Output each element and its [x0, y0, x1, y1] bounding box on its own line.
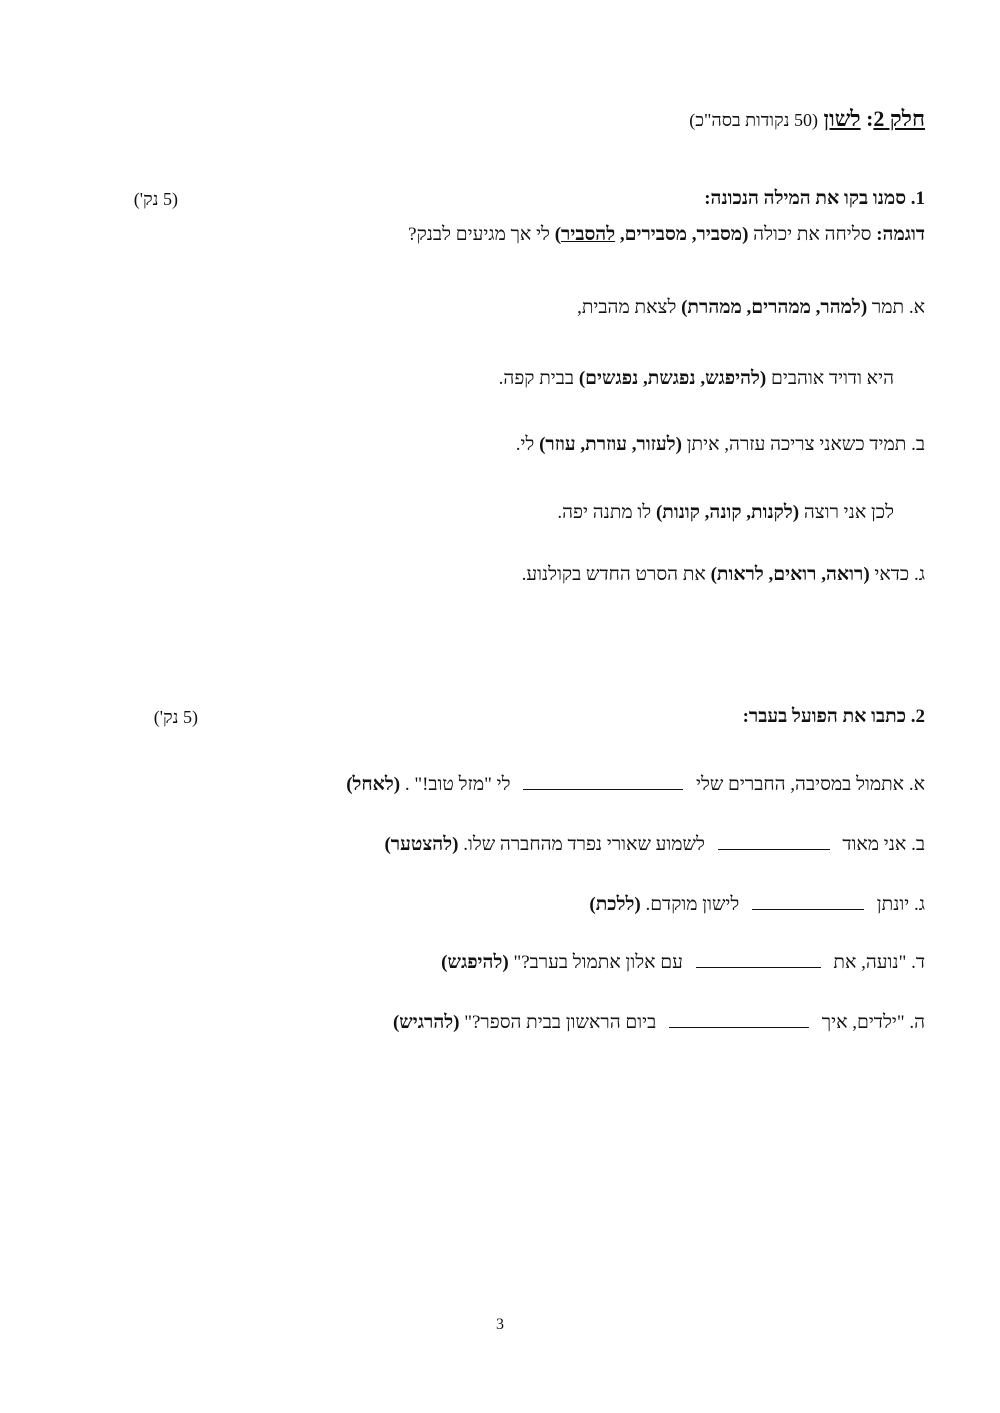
example-correct-answer: להסביר: [561, 224, 616, 245]
q2-item: ד. "נועה, את עם אלון אתמול בערב?" (להיפגש): [441, 952, 925, 973]
answer-blank[interactable]: [752, 908, 864, 910]
answer-blank[interactable]: [696, 966, 821, 968]
q1-item: ג. כדאי (רואה, רואים, לראות) את הסרט החדש בקולנוע.: [521, 564, 925, 585]
q2-points: (5 נק'): [153, 707, 198, 727]
q1-example: [408, 222, 925, 248]
verb-root: (ללכת): [589, 894, 641, 915]
part-colon: :: [866, 106, 874, 131]
answer-blank[interactable]: [523, 788, 683, 790]
example-label: דוגמה:: [876, 224, 925, 245]
topic-label: לשון: [823, 106, 861, 131]
q2-item: ב. אני מאוד לשמוע שאורי נפרד מהחברה שלו. (להצטער): [384, 834, 925, 855]
page-number: 3: [496, 1316, 504, 1333]
total-points: (50 נקודות בסה"כ): [689, 110, 818, 130]
example-options: (מסביר, מסבירים, להסביר): [554, 224, 749, 245]
verb-root: (להצטער): [384, 834, 459, 855]
word-options[interactable]: (לקנות, קונה, קונות): [655, 502, 800, 523]
verb-root: (להיפגש): [441, 952, 509, 973]
q1-item: היא ודויד אוהבים (להיפגש, נפגשת, נפגשים) בבית קפה.: [498, 368, 894, 389]
word-options[interactable]: (רואה, רואים, לראות): [710, 564, 870, 585]
example-pre: סליחה את יכולה: [753, 224, 872, 245]
q1-item: לכן אני רוצה (לקנות, קונה, קונות) לו מתנה יפה.: [557, 502, 894, 523]
q2-item: א. אתמול במסיבה, החברים שלי לי "מזל טוב!" . (לאחל): [346, 774, 925, 795]
word-options[interactable]: (למהר, ממהרים, ממהרת): [681, 297, 868, 318]
example-post: לי אך מגיעים לבנק?: [408, 224, 550, 245]
q1-item: א. תמר (למהר, ממהרים, ממהרת) לצאת מהבית,: [577, 297, 925, 318]
verb-root: (לאחל): [346, 774, 401, 795]
q2-item: ג. יונתן לישון מוקדם. (ללכת): [589, 894, 925, 915]
q1-points: (5 נק'): [133, 189, 178, 209]
part-label: חלק 2: [873, 106, 925, 131]
word-options[interactable]: (לעזור, עוזרת, עוזר): [539, 434, 682, 455]
answer-blank[interactable]: [718, 848, 830, 850]
answer-blank[interactable]: [669, 1026, 809, 1028]
q1-item: ב. תמיד כשאני צריכה עזרה, איתן (לעזור, עוזרת, עוזר) לי.: [515, 434, 925, 455]
section-title: [689, 106, 925, 133]
word-options[interactable]: (להיפגש, נפגשת, נפגשים): [578, 368, 767, 389]
q2-item: ה. "ילדים, איך ביום הראשון בבית הספר?" (להרגיש): [392, 1012, 925, 1033]
q1-title: 1. סמנו בקו את המילה הנכונה:: [704, 188, 925, 209]
verb-root: (להרגיש): [392, 1012, 460, 1033]
q2-title: 2. כתבו את הפועל בעבר:: [742, 706, 925, 727]
